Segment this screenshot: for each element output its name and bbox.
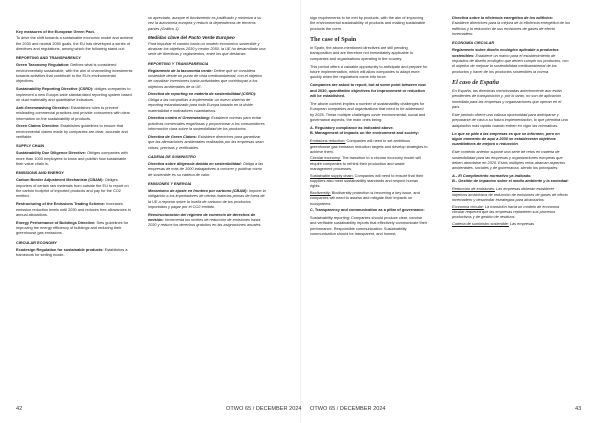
section-title-circular: CIRCULAR ECONOMY (16, 240, 57, 245)
right-page-number: 43 (575, 406, 582, 412)
spanish-challenges-text: Este contexto anterior supone una serie de retos en materia de sostenibilidad para las empresas y organizaciones europeas que deben abordarse en 2025. Estos múltiples retos abarcan aspectos ambientales, sociales y de gobernanza, siendo los principales: (452, 150, 566, 171)
list-item (310, 156, 428, 172)
list-item-term: Emissions reduction: (310, 139, 346, 144)
challenge-b-title: B. Management of impacts on the environment and society: (310, 131, 419, 136)
challenges-text: The above context implies a number of sustainability challenges for European companies and organisations that need to be addressed by 2025. These multiple challenges cover environmental, social and governance aspects, the main ones being: (310, 101, 426, 122)
list-item-term: Reestructuración del régimen de comercio de derechos de emisión: (148, 212, 256, 223)
list-item-text: obliges companies to implement a new Europe-wide standardised reporting system based on dual materiality and quantitative indicators. (16, 87, 132, 102)
list-item-text: Establece directrices para garantizar que las afirmaciones ambientales realizadas por las empresas sean claras, precisas y verificables. (148, 135, 264, 150)
supply-chain-list (16, 151, 134, 167)
list-item (148, 69, 266, 90)
challenge-b-list (310, 139, 428, 207)
spanish-section-emissions: EMISIONES Y ENERGÍA (148, 181, 192, 186)
column-english-right (310, 16, 428, 240)
list-item-text: Biodiversity protection is becoming a key issue, and companies will need to assess and mitigate their impacts on ecosystems. (310, 190, 420, 206)
list-item (310, 174, 428, 190)
spanish-challenge-b: B.- Gestión de impactos sobre el medio ambiente y la sociedad: (452, 179, 569, 184)
list-item (310, 191, 428, 207)
list-item-text: Companies will need to ensure that their suppliers also meet sustainability standards and respect human rights. (310, 173, 424, 189)
list-item-text: Establishes a framework for setting ecode- (16, 247, 128, 257)
spanish-ecodesign-text: Establece un marco para el establecimiento de requisitos de diseño ecológico que deben cumplir los productos, con el objetivo de mejorar la sostenibilidad medioambiental de los productos y hacer de los productos sostenibles la norma. (452, 53, 569, 74)
spanish-intro: so apreciado, aunque el fundamento es justificado y minimiza a su vez la autonomía europea y reducir la dependencia de terceros países (Gráfico 1). (148, 16, 262, 31)
right-issue-label: OTWO 65 / DECEMBER 2024 (310, 406, 386, 412)
page-gutter (300, 0, 301, 423)
list-item (452, 222, 570, 227)
list-item-text: Impone la obligación a los importadores de ciertas materias primas de fuera de la UE a reportar sobre la huella de carbono de los productos importados y pagar por el CO2 emitido. (148, 188, 266, 209)
spanish-key-measures-text: Para impulsar el cambio hacia un modelo económico sostenible y alcanzar los objetivos 2030 y neutro 2050, la UE ha desarrollado una serie de directivas y reglamentos, entre los que destacan: (148, 41, 266, 57)
emissions-list (16, 178, 134, 237)
list-item (16, 221, 134, 237)
list-item-text: Companies will need to set ambitious greenhouse gas emission reduction targets and develop strategies to achieve them. (310, 139, 428, 154)
key-measures-intro: To drive the shift towards a sustainable economic model and achieve the 2030 and neutral 2050 goals, the EU has developed a series of directives and regulations, among which the following stand out: (16, 36, 134, 52)
case-spain-text-2: This period offers a valuable opportunity to anticipate and prepare for future implementation, which will allow companies to adapt more quickly when the regulations come into force. (310, 64, 428, 80)
spanish-supply-list (148, 162, 266, 178)
list-item (148, 116, 266, 132)
list-item-term: Biodiversity: (310, 190, 331, 195)
spanish-case-heading: El caso de España (452, 78, 499, 86)
list-item (148, 189, 266, 210)
spanish-section-circular: ECONOMÍA CIRCULAR (452, 41, 495, 46)
challenge-c-title: C. Transparency and communication as a pillar of governance: (310, 208, 425, 213)
case-spain-text-1: In Spain, the above-mentioned directives are still pending transposition and are therefore not immediately applicable to companies and organisations operating in the country. (310, 46, 413, 61)
list-item (16, 202, 134, 218)
list-item (148, 213, 266, 229)
list-item-term: Directiva de reporting en materia de sostenibilidad (CSRD): (148, 92, 257, 97)
spanish-reporting-highlight: Lo que se pide a las empresas es que se informen, pero en algún momento de aquí a 2030 se establecerán objetivos cuantitativos de mejora o reducción (452, 131, 560, 147)
list-item-text: The transition to a circular economy model will require companies to rethink their production and waste management processes. (310, 156, 421, 172)
list-item (16, 178, 134, 199)
section-title-emissions: EMISSIONS AND ENERGY (16, 171, 64, 176)
list-item (16, 124, 134, 140)
reporting-highlight: Companies are asked to report, but at some point between now and 2030, quantitative objectives for improvement or reduction will be established. (310, 83, 426, 98)
list-item (16, 87, 134, 103)
list-item-term: Sustainable supply chain: (310, 173, 354, 178)
list-item-text: Las empresas (508, 221, 535, 226)
list-item-text: Incrementa los niveles de reducción de emisiones hasta 2030 y reduce los derechos gratuitos en las asignaciones anuales. (148, 218, 262, 228)
reporting-list (16, 63, 134, 140)
ecodesign-continuation: sign requirements to be met by products, with the aim of improving the environmental sustainability of products and making sustainable products the norm. (310, 16, 426, 31)
spanish-buildings-term: Directiva sobre la eficiencia energética de los edificios: (452, 16, 554, 20)
list-item-text: Establece normas para evitar prácticas comerciales engañosas y proporcionar a los consumidores información clara sobre la sostenibilidad de los productos. (148, 116, 265, 132)
list-item (148, 135, 266, 151)
case-spain-heading: The case of Spain (310, 36, 357, 44)
list-item-text: Obliges importers of certain raw materials from outside the EU to report on the carbon footprint of imported products and pay for the CO2 emitted. (16, 178, 129, 199)
list-item-text: Sets guidelines for improving the energy efficiency of buildings and reducing their greenhouse gas emissions. (16, 220, 129, 236)
list-item-term: Cadena de suministro sostenible: (452, 221, 509, 226)
spanish-section-reporting: REPORTING Y TRANSPARENCIA (148, 61, 209, 66)
list-item-text: Increases emission reduction levels until 2030 and reduces free allowances in annual allocations. (16, 202, 131, 217)
list-item-text: Obliga a las compañías a implementar un nuevo sistema de reporting estandarizado para toda Europa basado en la doble materialidad e indicadores cuantitativos. (148, 97, 253, 113)
challenge-a-title: A. Regulatory compliance as indicated above. (310, 125, 394, 130)
section-title-supply-chain: SUPPLY CHAIN (16, 144, 45, 149)
spanish-buildings-text: Establece directrices para la mejora de la eficiencia energética de los edificios y la reducción de sus emisiones de gases de efecto invernadero. (452, 21, 570, 37)
spanish-reporting-list (148, 69, 266, 152)
list-item-term: Sustainability Due Diligence Directive: (16, 151, 87, 156)
column-english-left (16, 16, 134, 261)
list-item (16, 248, 134, 259)
list-item-term: Economía circular: (452, 204, 484, 209)
list-item (16, 151, 134, 167)
challenge-c-text: Sustainability reporting: Companies should produce clear, concise and verifiable sustainability reports that effectively communicate their performance. Responsible communication: Sustainability communication should be transparent, and honest, (310, 215, 428, 236)
list-item-term: Restructuring of the Emissions Trading Scheme: (16, 202, 106, 207)
column-spanish-right (452, 16, 570, 228)
list-item-term: Sustainability Reporting Directive (CSRD): (16, 87, 94, 92)
list-item-text: Establishes rules to prevent misleading commercial practices and provide consumers with clear information on the sustainability of products. (16, 105, 130, 121)
left-issue-label: OTWO 65 / DECEMBER 2024 (226, 406, 302, 412)
spanish-challenge-b-list (452, 187, 570, 227)
list-item-term: Reducción de emisiones: (452, 187, 495, 192)
list-item-term: Mecanismo de ajuste en frontera por carbono (CBAM): (148, 188, 248, 193)
list-item-term: Directiva sobre diligencia debida en sostenibilidad: (148, 161, 242, 166)
list-item (310, 139, 428, 155)
spanish-section-supply: CADENA DE SUMINISTRO (148, 155, 196, 160)
list-item (16, 63, 134, 84)
spanish-ecodesign-item (452, 48, 570, 75)
list-item-text: Establishes guidelines to ensure that environmental claims made by companies are clear, accurate and verifiable. (16, 124, 128, 140)
column-spanish-left (148, 16, 266, 231)
list-item-text: Las empresas deberán establecer objetivos ambiciosos de reducción de emisiones de gases de efecto invernadero y desarrollar estrategias para alcanzarlos. (452, 187, 568, 203)
list-item-term: Green Claims Directive: (16, 124, 60, 129)
list-item (148, 92, 266, 113)
spanish-case-text-2: Este periodo ofrece una valiosa oportunidad para anticiparse y prepararse de cara a su futura implementación, lo que permitirá una adaptación más rápida cuando entren en vigor las normativas. (452, 112, 568, 128)
list-item-term: Green Taxonomy Regulation: (16, 63, 70, 68)
list-item (452, 187, 570, 203)
list-item (16, 106, 134, 122)
list-item-text: Obliges companies with more than 1000 employees to know and publish how sustainable their value chain is. (16, 151, 128, 166)
spanish-emissions-list (148, 189, 266, 229)
list-item-text: Defines what is considered environmentally sustainable, with the aim of channelling investments towards activities that contribute to the EU's environmental objectives. (16, 63, 133, 84)
list-item-term: Ecodesign Regulation for sustainable products: (16, 247, 104, 252)
spanish-buildings-item (452, 16, 570, 37)
key-measures-heading: Key measures of the European Green Pact. (16, 30, 95, 34)
list-item-term: Directiva contra el Greenwashing: (148, 116, 211, 121)
list-item (148, 162, 266, 178)
list-item-term: Directiva de Green Claims: (148, 135, 197, 140)
list-item-text: Define qué se considera sostenible desde un punto de vista medioambiental, con el objetivo de canalizar inversiones hacia actividades que contribuyan a los objetivos ambientales de la UE. (148, 68, 263, 89)
list-item-text: La transición hacia un modelo de economía circular requerirá que las empresas replanteen sus procesos productivos y de gestión de residuos. (452, 204, 560, 220)
list-item-term: Reglamento de la taxonomía verde: (148, 68, 213, 73)
list-item-term: Energy Performance of Buildings Directive: (16, 220, 96, 225)
spanish-key-measures-heading: Medidas clave del Pacto Verde Europeo (148, 34, 235, 40)
list-item (452, 205, 570, 221)
circular-list (16, 248, 134, 259)
section-title-reporting: REPORTING AND TRANSPARENCY (16, 56, 81, 61)
list-item-text: Obliga a las empresas de más de 1000 trabajadores a conocer y publicar cómo de sostenible es su cadena de valor. (148, 161, 264, 177)
spanish-case-text-1: En España, las directivas mencionadas anteriormente aún están pendientes de transposición y, por lo tanto, no son de aplicación inmediata para las empresas y organizaciones que operan en el país. (452, 88, 562, 109)
spanish-challenge-a: A.- El Cumplimiento normativo ya indicado. (452, 174, 532, 179)
list-item-term: Anti-Greenwashing Directive: (16, 105, 70, 110)
spanish-ecodesign-term: Reglamento sobre diseño ecológico aplicable a productos sostenibles: (452, 48, 559, 58)
list-item-term: Carbon Border Adjustment Mechanism (CBAM): (16, 178, 104, 183)
list-item-term: Circular economy: (310, 156, 341, 161)
left-page-number: 42 (16, 406, 23, 412)
